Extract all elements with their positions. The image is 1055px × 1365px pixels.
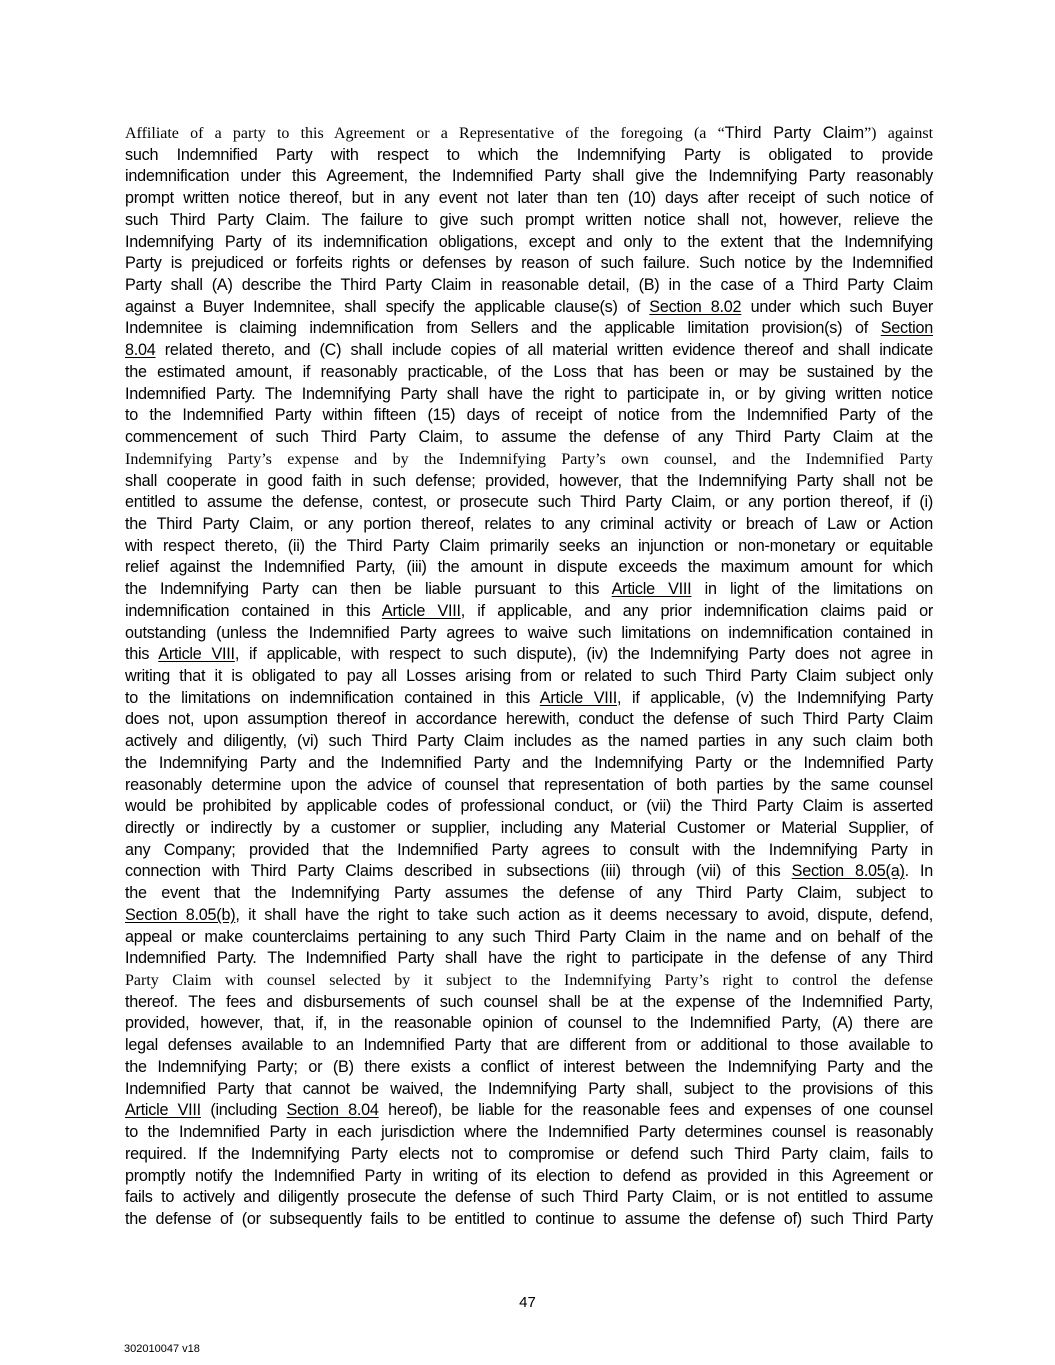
text-run: ”) against xyxy=(864,125,934,142)
text-run: , if applicable, (v) the Indemnifying Party xyxy=(617,688,933,707)
text-line xyxy=(125,861,933,883)
text-line xyxy=(125,709,933,731)
text-line xyxy=(125,449,933,471)
text-line xyxy=(125,1057,933,1079)
text-run: the defense of (or subsequently fails to be entitled to continue to assume the defense of) such Third Party xyxy=(125,1209,933,1228)
text-run: Party is prejudiced or forfeits rights or defenses by reason of such failure. Such notice by the Indemnified xyxy=(125,254,933,273)
cross-reference-link[interactable]: Article VIII xyxy=(611,580,692,599)
cross-reference-link[interactable]: Article VIII xyxy=(381,601,461,620)
text-line xyxy=(125,796,933,818)
text-run: does not, upon assumption thereof in accordance herewith, conduct the defense of such Third Party Claim xyxy=(125,710,933,729)
text-run: this xyxy=(125,645,159,664)
text-line xyxy=(125,579,933,601)
text-line xyxy=(125,1166,933,1188)
text-run: Party shall (A) describe the Third Party Claim in reasonable detail, (B) in the case of a Third Party Claim xyxy=(125,276,933,295)
text-run: Indemnified Party that cannot be waived, the Indemnifying Party shall, subject to the provisions of this xyxy=(125,1079,933,1098)
text-line xyxy=(125,297,933,319)
text-run: in light of the limitations on xyxy=(691,580,933,599)
text-run: shall cooperate in good faith in such defense; provided, however, that the Indemnifying Party shall not be xyxy=(125,471,933,490)
text-line xyxy=(125,340,933,362)
text-run: related thereto, and (C) shall include copies of all material written evidence thereof and shall indicate xyxy=(155,341,933,360)
text-line xyxy=(125,1079,933,1101)
text-line xyxy=(125,275,933,297)
text-line xyxy=(125,775,933,797)
text-run: , if applicable, with respect to such dispute), (iv) the Indemnifying Party does not agree in xyxy=(234,645,933,664)
text-run: thereof. The fees and disbursements of such counsel shall be at the expense of the Indemnified Party, xyxy=(125,992,933,1011)
text-line xyxy=(125,818,933,840)
cross-reference-link[interactable]: 8.04 xyxy=(125,341,156,360)
text-line xyxy=(125,666,933,688)
text-run: the Indemnifying Party and the Indemnified Party and the Indemnifying Party or the Indemnified Party xyxy=(125,753,933,772)
text-run: prompt written notice thereof, but in any event not later than ten (10) days after receipt of such notice of xyxy=(125,189,933,208)
text-run: to the Indemnified Party within fifteen (15) days of receipt of notice from the Indemnified Party of the xyxy=(125,406,933,425)
cross-reference-link[interactable]: Section 8.05(a) xyxy=(791,862,905,881)
text-line xyxy=(125,384,933,406)
text-line xyxy=(125,644,933,666)
text-run: the Indemnifying Party can then be liable pursuant to this xyxy=(125,580,612,599)
cross-reference-link[interactable]: Article VIII xyxy=(125,1101,201,1120)
text-line xyxy=(125,1013,933,1035)
text-line xyxy=(125,840,933,862)
text-line xyxy=(125,1122,933,1144)
text-run: the estimated amount, if reasonably practicable, of the Loss that has been or may be sustained by the xyxy=(125,362,933,381)
text-run: such Indemnified Party with respect to which the Indemnifying Party is obligated to provide xyxy=(125,145,933,164)
text-line xyxy=(125,623,933,645)
body-paragraph xyxy=(125,123,933,1231)
text-line xyxy=(125,253,933,275)
text-run: required. If the Indemnifying Party elects not to compromise or defend such Third Party claim, fails to xyxy=(125,1144,933,1163)
text-line xyxy=(125,232,933,254)
text-run: , it shall have the right to take such action as it deems necessary to avoid, dispute, defend, xyxy=(235,905,933,924)
text-line xyxy=(125,492,933,514)
text-run: under which such Buyer xyxy=(741,297,934,316)
cross-reference-link[interactable]: Article VIII xyxy=(539,688,618,707)
text-line xyxy=(125,427,933,449)
text-run: (including xyxy=(200,1101,287,1120)
text-line xyxy=(125,688,933,710)
text-run: commencement of such Third Party Claim, to assume the defense of any Third Party Claim at the xyxy=(125,428,933,447)
text-line xyxy=(125,536,933,558)
text-line xyxy=(125,1209,933,1231)
text-line xyxy=(125,883,933,905)
text-run: the Third Party Claim, or any portion thereof, relates to any criminal activity or breach of Law or Action xyxy=(125,514,933,533)
text-line xyxy=(125,970,933,992)
cross-reference-link[interactable]: Section xyxy=(880,319,933,338)
text-run: any Company; provided that the Indemnified Party agrees to consult with the Indemnifying Party in xyxy=(125,840,933,859)
text-run: legal defenses available to an Indemnified Party that are different from or additional to those available to xyxy=(125,1036,933,1055)
text-line xyxy=(125,731,933,753)
text-run: relief against the Indemnified Party, (iii) the amount in dispute exceeds the maximum amount for which xyxy=(125,558,933,577)
text-line xyxy=(125,753,933,775)
text-run: Indemnifying Party of its indemnification obligations, except and only to the extent that the Indemnifying xyxy=(125,232,933,251)
text-line xyxy=(125,123,933,145)
text-run: , if applicable, and any prior indemnification claims paid or xyxy=(460,601,933,620)
text-line xyxy=(125,1035,933,1057)
text-run: the event that the Indemnifying Party assumes the defense of any Third Party Claim, subject to xyxy=(125,884,933,903)
text-run: against a Buyer Indemnitee, shall specify the applicable clause(s) of xyxy=(125,297,650,316)
text-run: hereof), be liable for the reasonable fees and expenses of one counsel xyxy=(378,1101,934,1120)
text-run: Indemnified Party. The Indemnified Party shall have the right to participate in the defense of any Third xyxy=(125,949,933,968)
text-run: Indemnitee is claiming indemnification from Sellers and the applicable limitation provision(s) of xyxy=(125,319,881,338)
cross-reference-link[interactable]: Section 8.05(b) xyxy=(125,905,236,924)
text-line xyxy=(125,471,933,493)
text-run: Indemnified Party. The Indemnifying Party shall have the right to participate in, or by giving written notice xyxy=(125,384,933,403)
page-number: 47 xyxy=(519,1294,536,1311)
text-line xyxy=(125,188,933,210)
text-run: the Indemnifying Party; or (B) there exists a conflict of interest between the Indemnifying Party and the xyxy=(125,1057,933,1076)
text-run: Party Claim with counsel selected by it subject to the Indemnifying Party’s right to control the defense xyxy=(125,972,933,990)
document-id: 302010047 v18 xyxy=(124,1343,200,1355)
text-line xyxy=(125,1187,933,1209)
text-line xyxy=(125,601,933,623)
text-run: such Third Party Claim. The failure to give such prompt written notice shall not, however, relieve the xyxy=(125,210,933,229)
text-line xyxy=(125,210,933,232)
text-run: fails to actively and diligently prosecute the defense of such Third Party Claim, or is not entitled to assume xyxy=(125,1188,933,1207)
text-run: would be prohibited by applicable codes of professional conduct, or (vii) the Third Party Claim is asserted xyxy=(125,797,933,816)
text-line xyxy=(125,927,933,949)
text-run: reasonably determine upon the advice of counsel that representation of both parties by the same counsel xyxy=(125,775,933,794)
text-line xyxy=(125,1144,933,1166)
text-run: to the Indemnified Party in each jurisdiction where the Indemnified Party determines counsel is reasonably xyxy=(125,1123,933,1142)
text-line xyxy=(125,166,933,188)
text-line xyxy=(125,948,933,970)
text-run: writing that it is obligated to pay all Losses arising from or related to such Third Party Claim subject only xyxy=(125,666,933,685)
cross-reference-link[interactable]: Section 8.02 xyxy=(649,297,742,316)
text-run: Affiliate of a party to this Agreement or a Representative of the foregoing (a “ xyxy=(125,125,725,142)
text-run: provided, however, that, if, in the reasonable opinion of counsel to the Indemnified Party, (A) there are xyxy=(125,1014,933,1033)
text-line xyxy=(125,1100,933,1122)
text-line xyxy=(125,905,933,927)
text-line xyxy=(125,405,933,427)
text-run: appeal or make counterclaims pertaining to any such Third Party Claim in the name and on behalf of the xyxy=(125,927,933,946)
text-run: directly or indirectly by a customer or supplier, including any Material Customer or Material Supplier, of xyxy=(125,819,933,837)
text-line xyxy=(125,362,933,384)
text-run: promptly notify the Indemnified Party in writing of its election to defend as provided in this Agreement or xyxy=(125,1166,933,1185)
text-run: indemnification under this Agreement, the Indemnified Party shall give the Indemnifying Party reasonably xyxy=(125,167,933,186)
text-run: Third Party Claim xyxy=(724,124,865,142)
text-line xyxy=(125,557,933,579)
text-run: with respect thereto, (ii) the Third Party Claim primarily seeks an injunction or non-monetary or equitable xyxy=(125,536,933,555)
text-run: connection with Third Party Claims described in subsections (iii) through (vii) of this xyxy=(125,862,792,881)
text-run: to the limitations on indemnification contained in this xyxy=(125,688,540,707)
text-line xyxy=(125,992,933,1014)
text-run: indemnification contained in this xyxy=(125,601,382,620)
text-run: outstanding (unless the Indemnified Party agrees to waive such limitations on indemnification contained in xyxy=(125,623,933,642)
text-run: entitled to assume the defense, contest, or prosecute such Third Party Claim, or any portion thereof, if (i) xyxy=(125,493,933,512)
text-line xyxy=(125,318,933,340)
text-line xyxy=(125,145,933,167)
text-run: actively and diligently, (vi) such Third Party Claim includes as the named parties in any such claim both xyxy=(125,732,933,751)
text-run: Indemnifying Party’s expense and by the Indemnifying Party’s own counsel, and the Indemnified Party xyxy=(125,450,933,468)
cross-reference-link[interactable]: Article VIII xyxy=(158,645,235,664)
text-line xyxy=(125,514,933,536)
cross-reference-link[interactable]: Section 8.04 xyxy=(286,1101,379,1120)
text-run: . In xyxy=(904,862,933,881)
